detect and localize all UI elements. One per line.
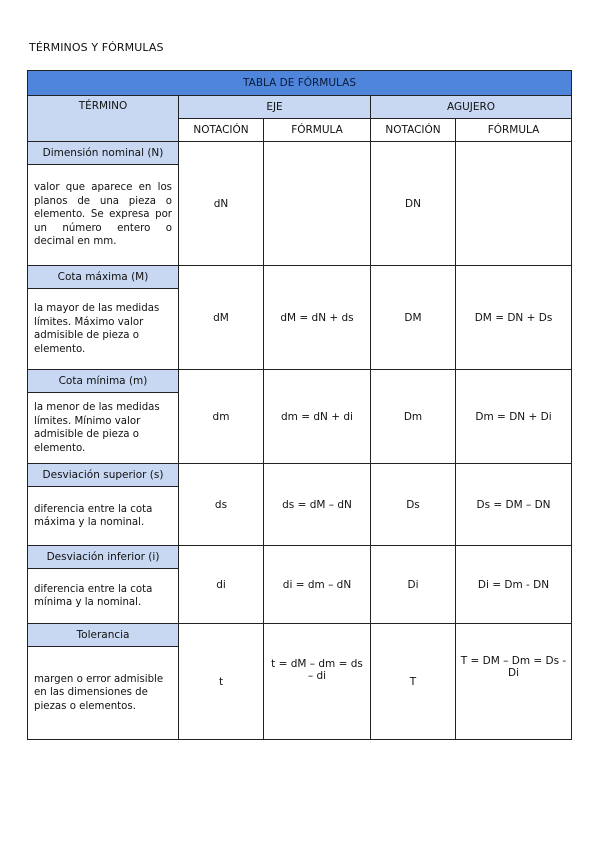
eje-notacion: ds [179,464,264,546]
formula-table [27,70,572,740]
agujero-notacion: Dm [371,370,456,464]
eje-notacion: dM [179,266,264,370]
term-name: Cota mínima (m) [28,370,179,393]
term-name: Desviación superior (s) [28,464,179,487]
agujero-formula: Di = Dm - DN [456,546,572,624]
term-description: la mayor de las medidas límites. Máximo valor admisible de pieza o elemento. [28,289,179,370]
term-description: margen o error admisible en las dimensiones de piezas o elementos. [28,647,179,740]
agujero-notacion: DN [371,142,456,266]
header-formula-agujero: FÓRMULA [456,119,572,142]
agujero-notacion: Di [371,546,456,624]
agujero-notacion: Ds [371,464,456,546]
table-row [28,370,572,393]
term-description: valor que aparece en los planos de una pieza o elemento. Se expresa por un número entero o decimal en mm. [28,165,179,266]
eje-notacion: dm [179,370,264,464]
table-row [28,142,572,165]
eje-notacion: dN [179,142,264,266]
header-notacion-eje: NOTACIÓN [179,119,264,142]
term-description: la menor de las medidas límites. Mínimo valor admisible de pieza o elemento. [28,393,179,464]
table-row [28,624,572,647]
table-row [28,266,572,289]
term-description: diferencia entre la cota máxima y la nominal. [28,487,179,546]
term-name: Dimensión nominal (N) [28,142,179,165]
header-row-1 [28,96,572,119]
eje-formula: t = dM – dm = ds – di [264,624,371,740]
agujero-formula: Dm = DN + Di [456,370,572,464]
header-eje: EJE [179,96,371,119]
table-row [28,464,572,487]
header-notacion-agujero: NOTACIÓN [371,119,456,142]
header-agujero: AGUJERO [371,96,572,119]
agujero-notacion: DM [371,266,456,370]
eje-notacion: di [179,546,264,624]
eje-formula: ds = dM – dN [264,464,371,546]
eje-formula [264,142,371,266]
agujero-formula: T = DM – Dm = Ds - Di [456,624,572,740]
agujero-notacion: T [371,624,456,740]
agujero-formula: DM = DN + Ds [456,266,572,370]
agujero-formula: Ds = DM – DN [456,464,572,546]
header-formula-eje: FÓRMULA [264,119,371,142]
term-name: Cota máxima (M) [28,266,179,289]
eje-notacion: t [179,624,264,740]
table-title: TABLA DE FÓRMULAS [28,71,572,96]
term-name: Desviación inferior (i) [28,546,179,569]
eje-formula: dM = dN + ds [264,266,371,370]
eje-formula: di = dm – dN [264,546,371,624]
table-title-row [28,71,572,96]
eje-formula: dm = dN + di [264,370,371,464]
term-name: Tolerancia [28,624,179,647]
page-title: TÉRMINOS Y FÓRMULAS [29,41,164,54]
agujero-formula [456,142,572,266]
term-description: diferencia entre la cota mínima y la nominal. [28,569,179,624]
table-row [28,546,572,569]
header-termino: TÉRMINO [28,96,179,142]
